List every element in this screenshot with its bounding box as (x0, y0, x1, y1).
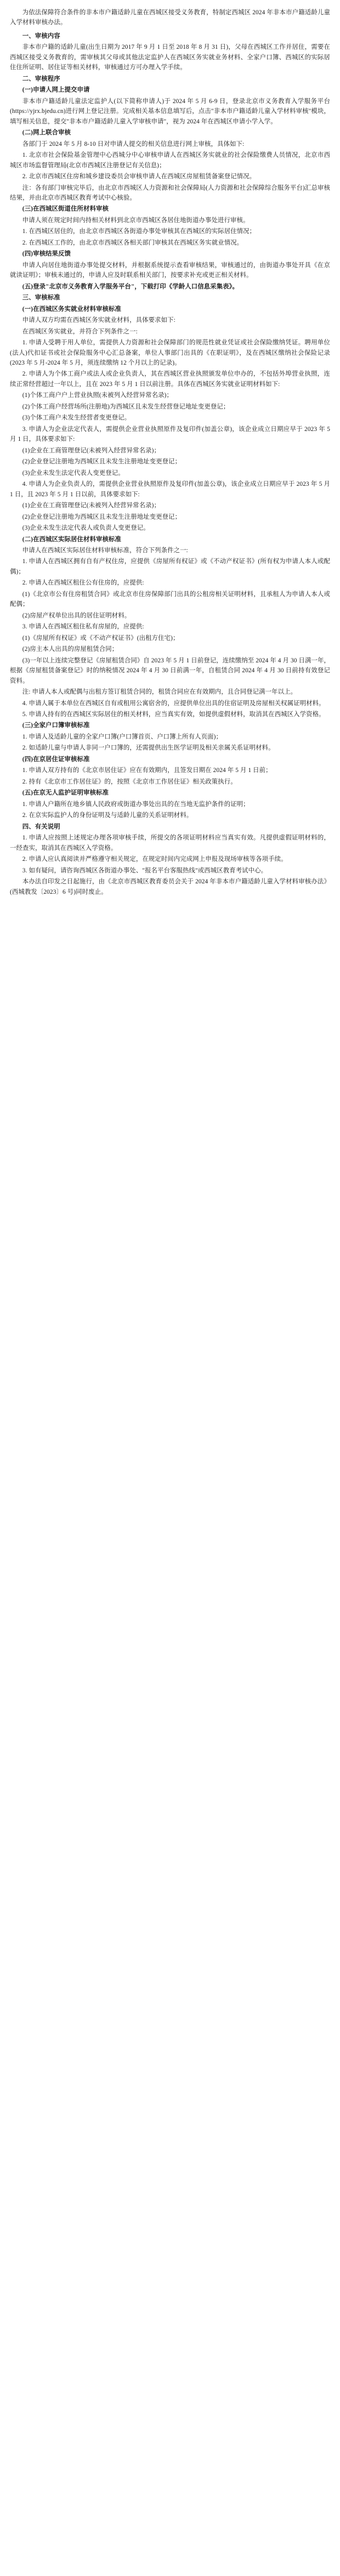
section-3-item-2-paragraph-4: (1)《北京市公有住房租赁合同》或北京市住房保障部门出具的公租房相关证明材料，且承租人为申请人本人或配偶； (10, 591, 330, 608)
section-3-item-4-label: (四)在京居住证审核标准 (22, 756, 90, 763)
section-3-item-1-label: (一)在西城区务实就业材料审核标准 (22, 305, 121, 313)
section-2-item-3-paragraph-2: 1. 在西城区居住的，由北京市西城区各街道办事处审核其在西城区的实际居住情况； (22, 228, 256, 235)
section-3-item-2-paragraph-3: 2. 申请人在西城区租住公有住房的，应提供: (22, 580, 144, 587)
section-3-item-4-paragraph-1: 1. 申请人双方持有的《北京市居住证》应在有效期内，且签发日期在 2024 年 5 月 1 日前； (22, 767, 272, 774)
section-3-item-1-paragraph-15: (3)企业未发生法定代表人或负责人变更登记。 (22, 525, 150, 532)
section-3-item-1-paragraph-13: (1)企业在工商管理登记(未被列入经营异常名录)； (22, 502, 160, 509)
section-2-item-2-paragraph-1: 各部门于 2024 年 5 月 8-10 日对申请人提交的相关信息进行网上审核，具体如下: (22, 140, 245, 147)
section-3-item-2-label: (二)在西城区实际居住材料审核标准 (22, 536, 121, 543)
section-title-2: 二、审核程序 (22, 75, 60, 82)
section-2-item-2-label: (二)网上联合审核 (22, 129, 71, 137)
section-2-item-3-paragraph-1: 申请人须在规定时间内持相关材料到北京市西城区各居住地街道办事处进行审核。 (22, 217, 250, 224)
section-2-item-2-paragraph-3: 2. 北京市西城区住房和城乡建设委员会审核申请人在西城区房屋租赁备案登记情况。 (22, 173, 256, 180)
section-3-item-1-paragraph-14: (2)企业登记注册地为西城区且未发生注册地址变更登记； (22, 513, 182, 520)
section-3-item-1-paragraph-4: 2. 申请人为个体工商户或法人或企业负责人，其在西城区营业执照颁发单位申办的，不包括外埠营业执照，连续正常经营超过一年以上，且在 2023 年 5 月 1 日以前注册。具体在西城区务实就业证明材料如下: (10, 371, 330, 388)
section-3-item-1-paragraph-3: 1. 申请人受聘于用人单位，需提供人力资源和社会保障部门的规范性就业凭证或社会保险缴纳凭证。聘用单位(法人)代扣证书或社会保险服务中心汇总备案，单位人事部门出具的《在职证明》，及在西城区缴纳社会保险记录(2023 年 5 月-2024 年 5 月，须连续缴纳 12 个月以上的记录)。 (10, 339, 330, 366)
section-3-item-2-paragraph-11: 4. 申请人属于本单位在西城区自有或租用公寓宿舍的，应提供单位出具的住宿证明及房屋相关权属证明材料。 (22, 700, 325, 707)
section-2-item-2-paragraph-2: 1. 北京市社会保险基金管理中心西城分中心审核申请人在西城区务实就业的社会保险缴费人员情况，北京市西城区市场监督管理局(北京市西城区注册登记有关信息)； (10, 152, 330, 169)
section-3-item-1-paragraph-7: (3)个体工商户未发生经营者变更登记。 (22, 415, 131, 422)
section-有关说明 (10, 822, 330, 897)
section-title-4: 四、有关说明 (22, 823, 60, 830)
section-3-item-3-paragraph-2: 2. 如适龄儿童与申请人非同一户口簿的，还需提供出生医学证明及相关亲属关系证明材料。 (22, 745, 275, 752)
section-3-item-2-paragraph-2: 1. 申请人在西城区拥有自有产权住房，应提供《房屋所有权证》或《不动产权证书》(所有权为申请人本人或配偶)； (10, 558, 330, 575)
section-3-item-2-paragraph-5: (2)房屋产权单位出具的居住证明材料。 (22, 612, 131, 619)
section-3-item-4-paragraph-2: 2. 持有《北京市工作居住证》的，按照《北京市工作居住证》相关政策执行。 (22, 778, 237, 785)
section-3-item-1-paragraph-9: (1)企业在工商管理登记(未被列入经营异常名录)； (22, 447, 160, 454)
section-2-item-3-paragraph-3: 2. 在西城区工作的，由北京市西城区各相关部门审核其在西城区务实就业情况。 (22, 239, 243, 246)
section-3-item-2-paragraph-8: (2)房主本人出具的房屋租赁合同； (22, 646, 118, 653)
intro-block (10, 8, 330, 28)
section-3-item-1-paragraph-1: 申请人双方均需在西城区务实就业材料，具体要求如下: (22, 317, 175, 324)
section-1-paragraph-1: 非本市户籍的适龄儿童(出生日期为 2017 年 9 月 1 日至 2018 年 8 月 31 日)，父母在西城区工作并居住，需要在西城区接受义务教育的，需审核其父母或其他法定监护人在西城区务实就业务材料、全家户口簿、西城区的实际居住住所证明、居住证等相关材料，审核通过方可办理入学手续。 (10, 44, 330, 71)
section-3-item-1-paragraph-11: (3)企业未发生法定代表人变更登记。 (22, 469, 124, 476)
section-3-item-2-paragraph-7: (1)《房屋所有权证》或《不动产权证书》(出租方住宅)； (22, 634, 179, 642)
section-4-paragraph-3: 3. 如有疑问，请咨询西城区各街道办事处、"报名平台客服热线"或西城区教育考试中心。 (22, 867, 268, 874)
section-3-item-5-paragraph-2: 2. 在京实际监护人的身份证明及与适龄儿童的关系证明材料。 (22, 812, 193, 819)
section-title-3: 三、审核标准 (22, 294, 60, 302)
document-page (0, 0, 340, 913)
section-3-item-5-label: (五)在京无人监护证明审核标准 (22, 790, 109, 797)
section-2-item-5-label: (五)登录"北京市义务教育入学服务平台"，下载打印《学龄人口信息采集表》。 (22, 283, 239, 290)
section-3-item-3-paragraph-1: 1. 申请人及适龄儿童的全家户口簿(户口簿首页、户口簿上所有人页面)； (22, 733, 222, 740)
section-2-item-4-label: (四)审核结果反馈 (22, 251, 71, 258)
section-审核程序 (10, 74, 330, 292)
section-审核标准 (10, 293, 330, 821)
section-4-paragraph-2: 2. 申请人应认真阅读并严格遵守相关规定，在规定时间内完成网上申报及现场审核等各项手续。 (22, 856, 287, 863)
section-3-item-1-paragraph-12: 4. 申请人为企业负责人的，需提供企业营业执照原件及复印件(加盖公章)，该企业成立日期应早于 2023 年 5 月 1 日，且 2023 年 5 月 1 日以前，具体要求如下: (10, 481, 330, 498)
section-审核内容 (10, 31, 330, 73)
section-2-item-2-paragraph-4: 注：各有部门审核完毕后，由北京市西城区人力资源和社会保障局(人力资源和社会保障综合服务平台)汇总审核结果，并由北京市西城区教育考试中心核验。 (10, 184, 330, 201)
section-3-item-5-paragraph-1: 1. 申请人户籍所在地乡镇人民政府或街道办事处出具的在当地无监护条件的证明； (22, 801, 250, 808)
section-3-item-1-paragraph-10: (2)企业登记注册地为西城区且未发生注册地址变更登记； (22, 458, 182, 466)
section-4-paragraph-4: 本办法自印发之日起施行，由《北京市西城区教育委员会关于 2024 年非本市户籍适龄儿童入学材料审核办法》(西城教发〔2023〕6 号)同时废止。 (10, 878, 330, 895)
section-3-item-3-label: (三)全家户口簿审核标准 (22, 722, 90, 729)
section-3-item-1-paragraph-6: (2)个体工商户经营场所(注册地)为西城区且未发生经营登记地址变更登记； (22, 403, 230, 410)
section-2-item-1-paragraph-1: 非本市户籍适龄儿童法定监护人(以下简称申请人)于 2024 年 5 月 6-9 日，登录北京市义务教育入学服务平台(https://yjrx.bjedu.cn)进行网上登记注册。完成相关基本信息填写后，点击"非本市户籍适龄儿童入学材料审核"模块，填写相关信息，提交"非本市户籍适龄儿童入学审核申请"，视为 2024 年在西城区申请小学入学。 (10, 98, 330, 125)
section-3-item-1-paragraph-8: 3. 申请人为企业法定代表人，需提供企业营业执照原件及复印件(加盖公章)，该企业成立日期应早于 2023 年 5 月 1 日，具体要求如下: (10, 425, 330, 443)
intro-paragraph: 为依法保障符合条件的非本市户籍适龄儿童在西城区接受义务教育，特制定西城区 2024 年非本市户籍适龄儿童入学材料审核办法。 (10, 9, 330, 26)
section-3-item-1-paragraph-2: 在西城区务实就业，并符合下列条件之一: (22, 328, 138, 335)
section-2-item-3-label: (三)在西城区街道住所材料审核 (22, 206, 109, 213)
section-title-1: 一、审核内容 (22, 32, 60, 39)
section-3-item-1-paragraph-5: (1)个体工商户户上营业执照(未被列入经营异常名录)； (22, 392, 173, 399)
section-2-item-1-label: (一)申请人网上提交申请 (22, 87, 90, 94)
section-2-item-4-paragraph-1: 申请人向居住地街道办事处提交材料，并根据系统提示查看审核结果，审核通过的，由街道办事处开具《在京就读证明》；审核未通过的，申请人应及时联系相关部门，按要求补充或更正相关材料。 (10, 262, 330, 279)
section-4-paragraph-1: 1. 申请人应按照上述规定办理各项审核手续，所提交的各项证明材料应当真实有效。凡提供虚假证明材料的，一经查实，取消其在西城区入学资格。 (10, 835, 330, 852)
section-3-item-2-paragraph-6: 3. 申请人在西城区租住私有房屋的，应提供: (22, 623, 144, 631)
section-3-item-2-paragraph-9: (3)一年以上连续完整登记《房屋租赁合同》自 2023 年 5 月 1 日前登记，连续缴纳至 2024 年 4 月 30 日满一年，根据《房屋租赁备案登记》时的纳税情况 2024 年 4 月 30 日前满一年，自租赁合同 2024 年 4 月 30 日前持有效登记资料。 (10, 657, 330, 684)
section-3-item-2-paragraph-10: 注: 申请人本人或配偶与出租方签订租赁合同的，租赁合同应在有效期内，且合同登记满一年以上。 (22, 689, 297, 696)
section-3-item-2-paragraph-1: 申请人在西城区实际居住材料审核标准，符合下列条件之一: (22, 547, 188, 554)
section-3-item-2-paragraph-12: 5. 申请人持有的在西城区实际居住的相关材料，应当真实有效，如提供虚假材料，取消其在西城区入学资格。 (22, 711, 325, 718)
